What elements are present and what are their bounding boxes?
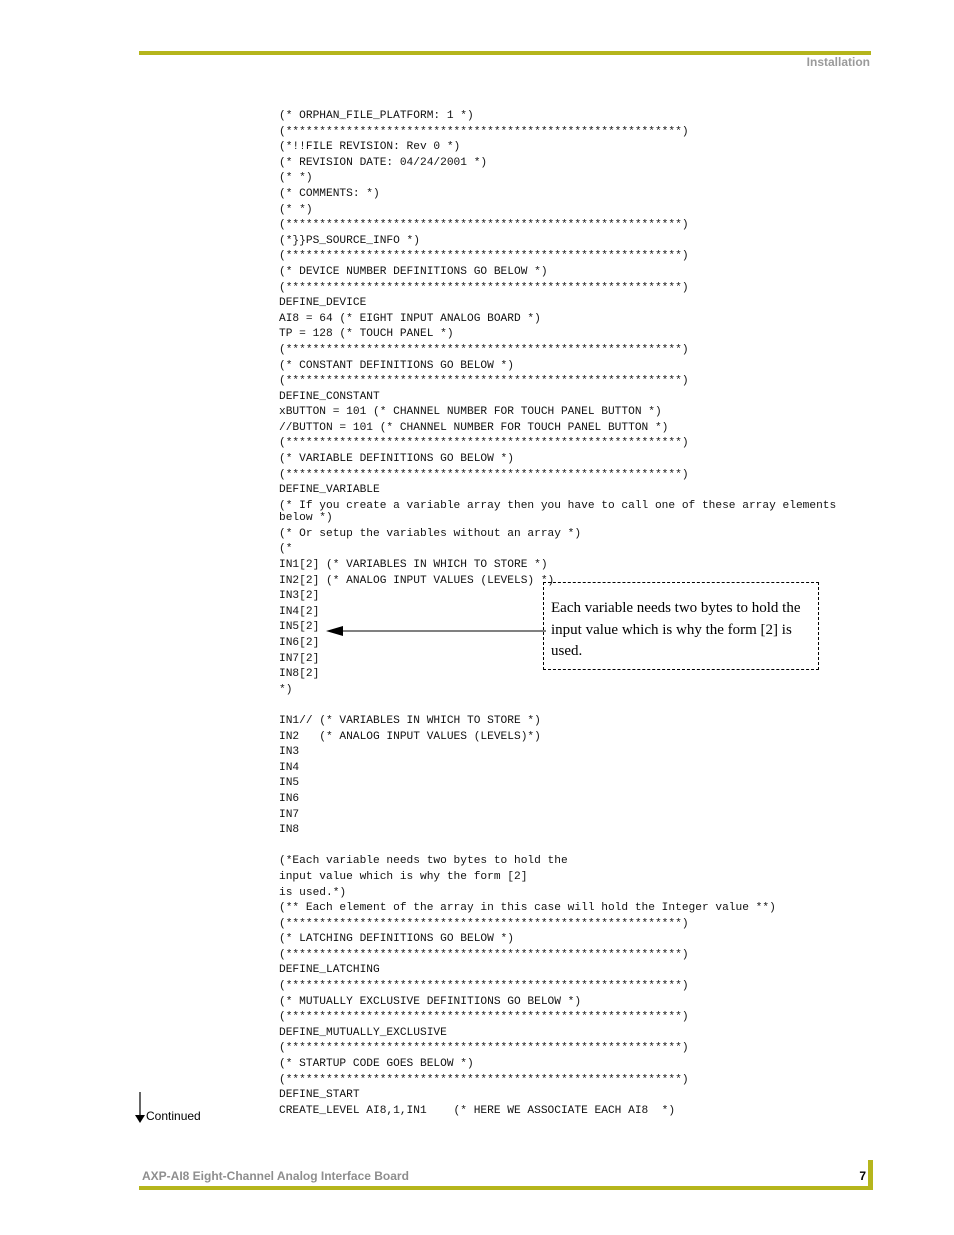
arrow-down-icon: [134, 1092, 146, 1126]
code-line: (***********************************************************): [279, 375, 689, 388]
header-rule: [139, 51, 871, 55]
code-line: (***********************************************************): [279, 948, 689, 961]
code-line: (* Or setup the variables without an array *): [279, 527, 582, 540]
code-line: *): [279, 683, 293, 696]
code-line: //BUTTON = 101 (* CHANNEL NUMBER FOR TOUCH PANEL BUTTON *): [279, 421, 669, 434]
code-line: (***********************************************************): [279, 917, 689, 930]
code-line: (***********************************************************): [279, 219, 689, 232]
code-line: IN3[2]: [279, 590, 320, 603]
code-line: (***********************************************************): [279, 281, 689, 294]
code-line: (* CONSTANT DEFINITIONS GO BELOW *): [279, 359, 514, 372]
code-line: (** Each element of the array in this case will hold the Integer value **): [279, 902, 776, 915]
code-line: (* *): [279, 172, 313, 185]
code-line: IN5[2]: [279, 621, 320, 634]
code-line: (*Each variable needs two bytes to hold the: [279, 855, 568, 868]
page-number: 7: [859, 1169, 866, 1183]
code-line: IN1[2] (* VARIABLES IN WHICH TO STORE *): [279, 559, 548, 572]
code-line: CREATE_LEVEL AI8,1,IN1 (* HERE WE ASSOCIATE EACH AI8 *): [279, 1104, 676, 1117]
footer-title: AXP-AI8 Eight-Channel Analog Interface Board: [142, 1169, 409, 1183]
code-line: (*: [279, 543, 293, 556]
code-line: (* LATCHING DEFINITIONS GO BELOW *): [279, 933, 514, 946]
code-line: (* VARIABLE DEFINITIONS GO BELOW *): [279, 453, 514, 466]
code-line: [279, 699, 859, 715]
code-line: (*}}PS_SOURCE_INFO *): [279, 234, 420, 247]
code-line: xBUTTON = 101 (* CHANNEL NUMBER FOR TOUCH PANEL BUTTON *): [279, 406, 662, 419]
section-label: Installation: [806, 55, 870, 69]
code-line: (* STARTUP CODE GOES BELOW *): [279, 1058, 474, 1071]
code-line: IN7[2]: [279, 652, 320, 665]
callout-arrow-icon: [326, 624, 546, 638]
code-line: (*!!FILE REVISION: Rev 0 *): [279, 141, 461, 154]
code-line: DEFINE_MUTUALLY_EXCLUSIVE: [279, 1026, 447, 1039]
code-line: input value which is why the form [2]: [279, 870, 528, 883]
code-line: IN7: [279, 808, 300, 821]
code-line: (* MUTUALLY EXCLUSIVE DEFINITIONS GO BELOW *): [279, 995, 582, 1008]
code-line: DEFINE_LATCHING: [279, 964, 380, 977]
code-line: DEFINE_START: [279, 1089, 360, 1102]
footer-rule: [139, 1186, 871, 1190]
code-line: (***********************************************************): [279, 1042, 689, 1055]
code-line: IN2[2] (* ANALOG INPUT VALUES (LEVELS) *): [279, 574, 555, 587]
code-line: IN5: [279, 777, 300, 790]
continued-label: Continued: [146, 1109, 201, 1123]
code-line: IN6: [279, 792, 300, 805]
code-line: (* DEVICE NUMBER DEFINITIONS GO BELOW *): [279, 265, 548, 278]
code-line: (***********************************************************): [279, 468, 689, 481]
code-line: (* ORPHAN_FILE_PLATFORM: 1 *): [279, 110, 474, 122]
code-line: (* REVISION DATE: 04/24/2001 *): [279, 156, 488, 169]
callout-note: Each variable needs two bytes to hold the input value which is why the form [2] is used.: [543, 582, 819, 670]
code-line: (* *): [279, 203, 313, 216]
code-line: DEFINE_VARIABLE: [279, 484, 380, 497]
code-line: IN6[2]: [279, 637, 320, 649]
code-line: DEFINE_DEVICE: [279, 297, 367, 310]
code-line: (***********************************************************): [279, 980, 689, 993]
code-line: IN3: [279, 746, 300, 759]
code-line: (***********************************************************): [279, 1011, 689, 1024]
code-line: IN8: [279, 824, 300, 837]
code-line: (* If you create a variable array then you have to call one of these array elements below *): [279, 499, 843, 525]
code-line: [279, 840, 859, 856]
code-line: DEFINE_CONSTANT: [279, 390, 380, 403]
code-line: IN2 (* ANALOG INPUT VALUES (LEVELS)*): [279, 730, 541, 743]
code-line: (***********************************************************): [279, 1073, 689, 1086]
code-line: (* COMMENTS: *): [279, 187, 380, 200]
code-line: AI8 = 64 (* EIGHT INPUT ANALOG BOARD *): [279, 312, 541, 325]
code-line: IN4[2]: [279, 605, 320, 618]
code-line: (***********************************************************): [279, 437, 689, 450]
code-line: IN1// (* VARIABLES IN WHICH TO STORE *): [279, 714, 541, 727]
code-line: TP = 128 (* TOUCH PANEL *): [279, 328, 454, 341]
code-line: is used.*): [279, 886, 347, 899]
code-line: IN4: [279, 761, 300, 774]
code-line: (***********************************************************): [279, 250, 689, 263]
code-line: IN8[2]: [279, 668, 320, 681]
code-line: (***********************************************************): [279, 125, 689, 138]
code-line: (***********************************************************): [279, 343, 689, 356]
